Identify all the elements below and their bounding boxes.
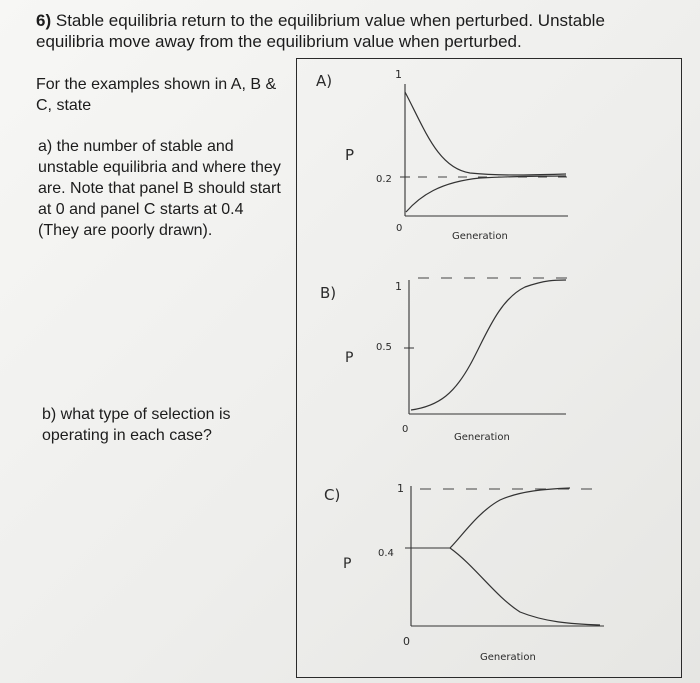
panel-c-ytick-1: 1 (397, 482, 404, 495)
panel-b-sigmoid-curve (411, 280, 566, 410)
panel-a-curve-from-above (405, 92, 566, 175)
panel-b-xlabel: Generation (454, 432, 510, 443)
part-b-prompt: b) what type of selection is operating in each case? (42, 406, 231, 444)
panel-a-ytick-0: 0 (396, 223, 403, 234)
panel-b-ytick-1: 1 (395, 280, 402, 293)
question-text: Stable equilibria return to the equilibrium value when perturbed. Unstable equilibria move away from the equilibrium value when perturbed. (36, 11, 605, 51)
panel-a-label: A) (316, 72, 333, 90)
panel-b-ytick-0: 0 (402, 424, 409, 435)
panel-c-xlabel: Generation (480, 652, 536, 663)
panel-b-ytick-0.5: 0.5 (376, 342, 392, 353)
panel-b-label: B) (320, 284, 337, 302)
panel-c-ytick-0: 0 (403, 635, 410, 648)
panel-b (320, 278, 570, 443)
panel-c (324, 482, 604, 663)
panel-a (316, 68, 568, 242)
panel-c-lower-branch (450, 548, 600, 625)
panel-a-ytick-0.2: 0.2 (376, 174, 392, 185)
panel-c-ytick-0.4: 0.4 (378, 548, 394, 559)
panel-a-ylabel: P (345, 146, 355, 164)
panel-b-ylabel: P (345, 350, 354, 366)
panel-a-curve-from-below (406, 176, 566, 212)
question-number: 6) (36, 11, 52, 30)
panel-a-ytick-1: 1 (395, 68, 402, 81)
part-a-prompt: a) the number of stable and unstable equilibria and where they are. Note that panel B should start at 0 and panel C starts at 0.4 (They are poorly drawn). (38, 138, 281, 239)
panel-c-label: C) (324, 486, 341, 504)
question-intro: For the examples shown in A, B & C, state (36, 76, 277, 114)
panel-c-upper-branch (450, 488, 570, 548)
panel-a-xlabel: Generation (452, 231, 508, 242)
panel-c-ylabel: P (343, 556, 352, 572)
